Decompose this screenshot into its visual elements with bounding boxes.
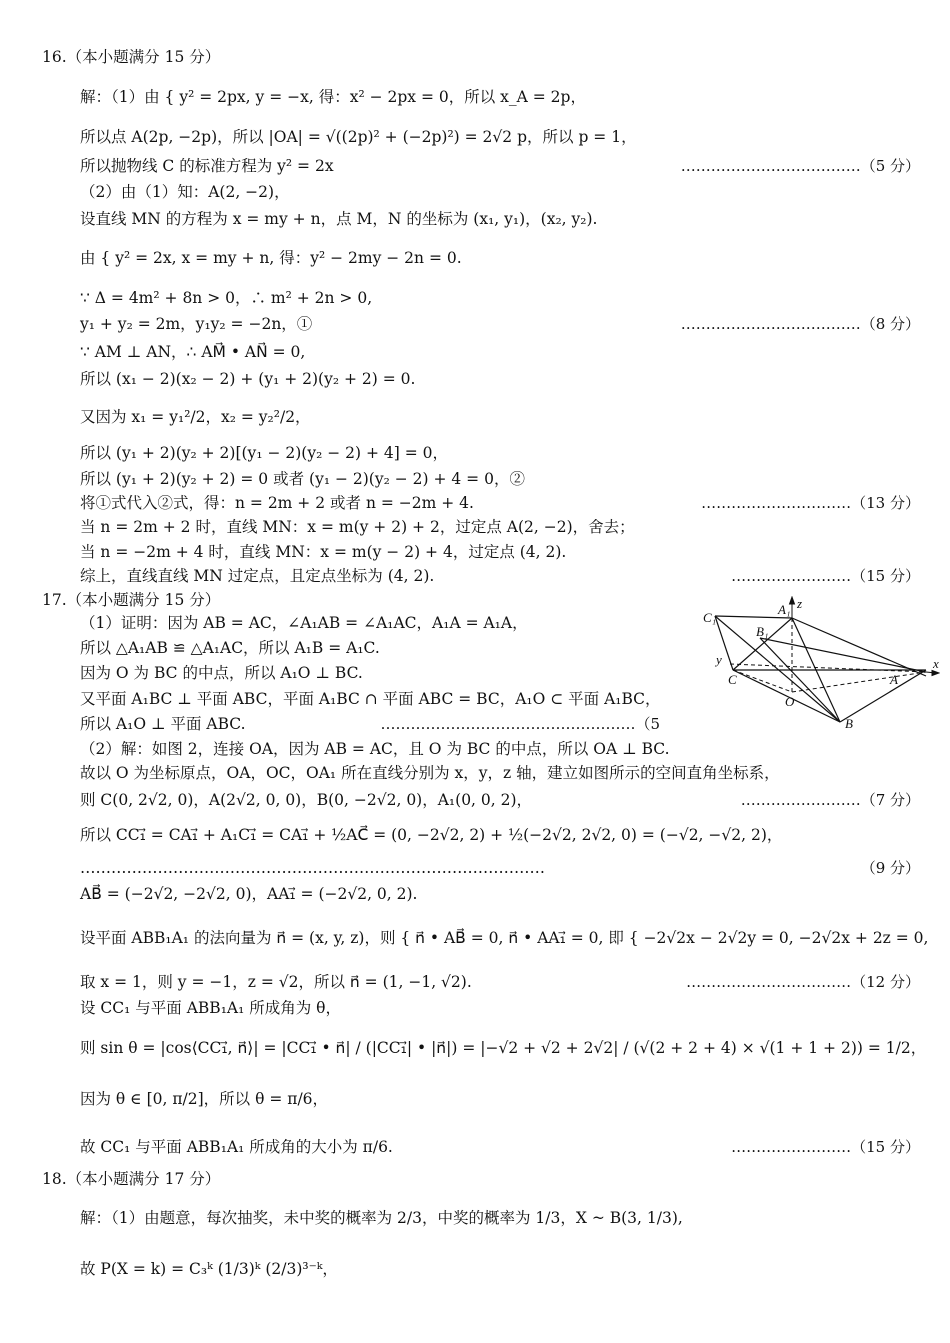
- q17-header: 17.（本小题满分 15 分）: [42, 591, 221, 609]
- score-mark: （9 分）: [860, 859, 920, 877]
- q17-line: （2）解：如图 2，连接 OA，因为 AB = AC，且 O 为 BC 的中点，所以 OA ⊥ BC.: [80, 740, 670, 758]
- edge-a-b: [840, 670, 926, 722]
- score-mark: ………………………………（8 分）: [680, 315, 920, 333]
- q17-line: 故 CC₁ 与平面 ABB₁A₁ 所成角的大小为 π/6. ……………………（15 分）: [80, 1124, 920, 1170]
- q18-line: 解：（1）由题意，每次抽奖，未中奖的概率为 2/3，中奖的概率为 1/3，X ~ B(3, 1/3),: [80, 1209, 683, 1227]
- q17-line: 因为 O 为 BC 的中点，所以 A₁O ⊥ BC.: [80, 664, 363, 682]
- label-c1: C₁: [703, 610, 717, 625]
- label-a1: A₁: [778, 602, 791, 617]
- q16-line: 所以点 A(2p, −2p)，所以 |OA| = √((2p)² + (−2p)²) = 2√2 p，所以 p = 1，: [80, 128, 637, 146]
- q17-line: AB⃗ = (−2√2, −2√2, 0)，AA₁⃗ = (−2√2, 0, 2).: [80, 885, 418, 903]
- score-mark: ………………………………（5 分）: [680, 157, 920, 175]
- q17-line: （1）证明：因为 AB = AC，∠A₁AB = ∠A₁AC，A₁A = A₁A，: [80, 614, 528, 632]
- q17-line: 设 CC₁ 与平面 ABB₁A₁ 所成角为 θ，: [80, 999, 341, 1017]
- score-mark: ……………………（15 分）: [731, 567, 920, 585]
- q17-line: 设平面 ABB₁A₁ 的法向量为 n⃗ = (x, y, z)，则 { n⃗ • AB⃗ = 0, n⃗ • AA₁⃗ = 0, 即 { −2√2x − 2√2y = 0, −2√2x + 2z = 0,: [80, 929, 929, 947]
- q16-line: ∵ AM ⊥ AN，∴ AM⃗ • AN⃗ = 0,: [80, 343, 306, 361]
- q16-line: ∵ Δ = 4m² + 8n > 0，∴ m² + 2n > 0,: [80, 289, 373, 307]
- q16-line: 当 n = 2m + 2 时，直线 MN：x = m(y + 2) + 2，过定点 A(2, −2)，舍去；: [80, 518, 635, 536]
- q17-line: 故以 O 为坐标原点，OA，OC，OA₁ 所在直线分别为 x，y，z 轴，建立如图所示的空间直角坐标系，: [80, 764, 780, 782]
- q17-line: 所以 △A₁AB ≌ △A₁AC，所以 A₁B = A₁C.: [80, 639, 380, 657]
- label-x: x: [933, 656, 939, 671]
- q17-line: ……………………………………………………………………………… （9 分）: [80, 855, 920, 881]
- q16-header: 16.（本小题满分 15 分）: [42, 48, 221, 66]
- prism-figure: [700, 596, 940, 736]
- q16-line: y₁ + y₂ = 2m，y₁y₂ = −2n，① ………………………………（8 分）: [80, 311, 920, 337]
- score-mark: ……………………（7 分）: [740, 791, 920, 809]
- label-b1: B₁: [756, 624, 769, 639]
- q18-header: 18.（本小题满分 17 分）: [42, 1170, 221, 1188]
- q16-line: 又因为 x₁ = y₁²/2，x₂ = y₂²/2，: [80, 408, 311, 426]
- q17-line: 取 x = 1，则 y = −1，z = √2，所以 n⃗ = (1, −1, √2). ……………………………（12 分）: [80, 969, 920, 995]
- score-mark: ……………………………（12 分）: [686, 973, 920, 991]
- q16-line: 将①式代入②式，得：n = 2m + 2 或者 n = −2m + 4. …………………………（13 分）: [80, 490, 920, 516]
- q16-line: 所以抛物线 C 的标准方程为 y² = 2x ………………………………（5 分）: [80, 153, 920, 179]
- label-b: B: [845, 716, 853, 731]
- q17-line: 所以 CC₁⃗ = CA₁⃗ + A₁C₁⃗ = CA₁⃗ + ½AC⃗ = (0, −2√2, 2) + ½(−2√2, 2√2, 0) = (−√2, −√2, 2)，: [80, 826, 783, 844]
- q16-line: 所以 (y₁ + 2)(y₂ + 2) = 0 或者 (y₁ − 2)(y₂ − 2) + 4 = 0，②: [80, 470, 525, 488]
- q16-line: 设直线 MN 的方程为 x = my + n，点 M，N 的坐标为 (x₁, y₁)，(x₂, y₂).: [80, 210, 598, 228]
- q17-line: 因为 θ ∈ [0, π/2]，所以 θ = π/6，: [80, 1090, 329, 1108]
- label-y: y: [716, 652, 722, 667]
- q16-line: 综上，直线直线 MN 过定点，且定点坐标为 (4, 2). ……………………（15 分）: [80, 563, 920, 589]
- q16-line: 解：（1）由 { y² = 2px, y = −x, 得：x² − 2px = 0，所以 x_A = 2p，: [80, 88, 586, 106]
- q16-line: （2）由（1）知：A(2, −2)，: [80, 183, 290, 201]
- axis-x-arrow: [932, 671, 939, 676]
- q17-line: 又平面 A₁BC ⊥ 平面 ABC，平面 A₁BC ∩ 平面 ABC = BC，A₁O ⊂ 平面 A₁BC，: [80, 690, 661, 708]
- q17-line: 则 sin θ = |cos⟨CC₁⃗, n⃗⟩| = |CC₁⃗ • n⃗| / (|CC₁⃗| • |n⃗|) = |−√2 + √2 + 2√2| / (√(2 + 2 + 4) × √(1 + 1 + 2)) = 1/2，: [80, 1039, 927, 1057]
- label-a: A: [890, 672, 898, 687]
- label-z: z: [797, 596, 803, 611]
- q16-line: 所以 (x₁ − 2)(x₂ − 2) + (y₁ + 2)(y₂ + 2) = 0.: [80, 370, 416, 388]
- axis-y-dashed: [730, 664, 926, 672]
- edge-b1-a: [760, 638, 926, 672]
- q17-line: 则 C(0, 2√2, 0)，A(2√2, 0, 0)，B(0, −2√2, 0)，A₁(0, 0, 2)， ……………………（7 分）: [80, 787, 920, 813]
- q16-line: 当 n = −2m + 4 时，直线 MN：x = m(y − 2) + 4，过定点 (4, 2).: [80, 543, 567, 561]
- score-mark: …………………………（13 分）: [701, 494, 920, 512]
- q17-line: 所以 A₁O ⊥ 平面 ABC. ……………………………………………（5: [80, 711, 920, 737]
- q16-line: 由 { y² = 2x, x = my + n, 得：y² − 2my − 2n = 0.: [80, 249, 462, 267]
- label-c: C: [728, 672, 737, 687]
- label-o: O: [785, 694, 795, 709]
- score-mark: ……………………（15 分）: [731, 1138, 920, 1156]
- edge-b1-b: [760, 638, 840, 722]
- q18-line: 故 P(X = k) = C₃ᵏ (1/3)ᵏ (2/3)³⁻ᵏ，: [80, 1260, 338, 1278]
- score-mark: ……………………………………………（5: [380, 715, 660, 733]
- q16-line: 所以 (y₁ + 2)(y₂ + 2)[(y₁ − 2)(y₂ − 2) + 4] = 0，: [80, 444, 448, 462]
